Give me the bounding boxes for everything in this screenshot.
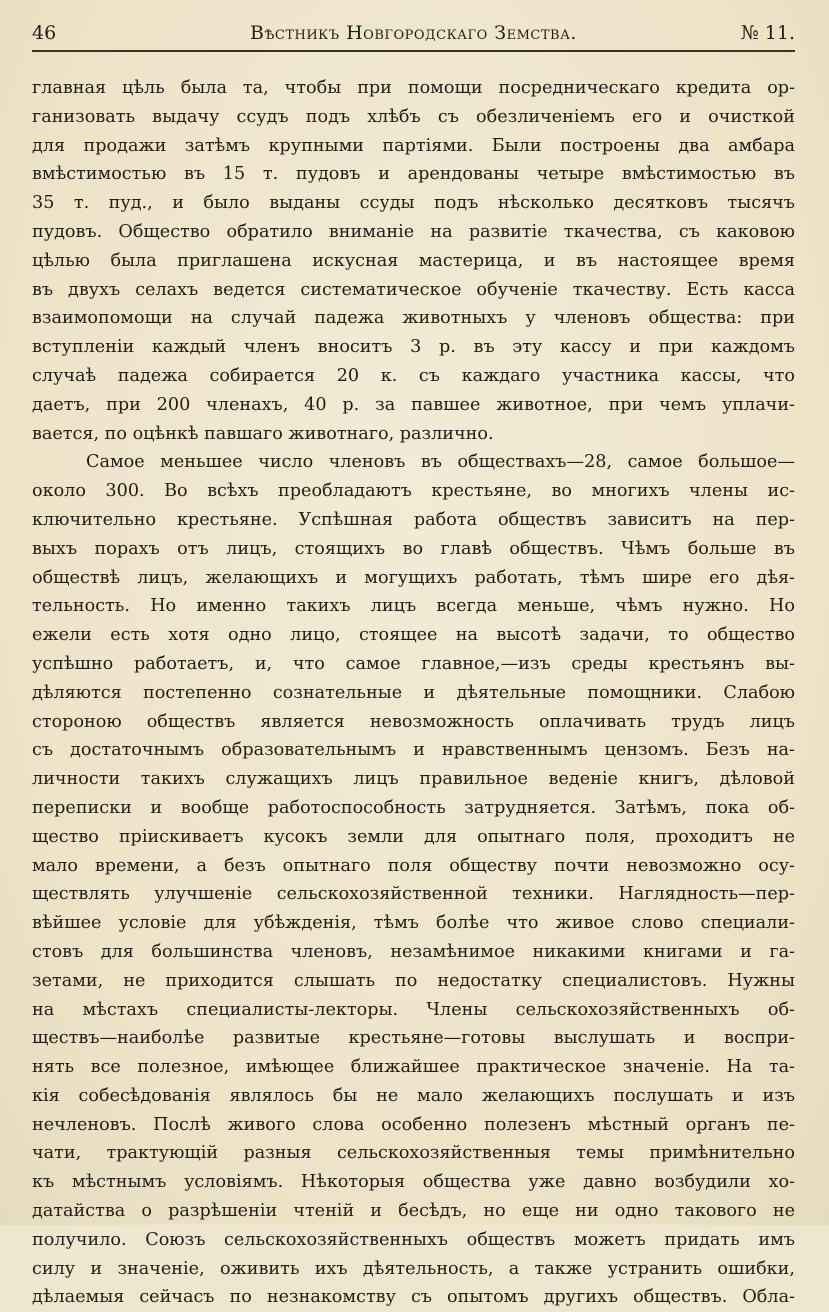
text-line: дѣлаемыя сейчасъ по незнакомству съ опытомъ другихъ обществъ. Обла- xyxy=(32,1287,795,1308)
text-line: силу и значеніе, оживить ихъ дѣятельность, а также устранить ошибки, xyxy=(32,1258,795,1279)
issue-number: № 11. xyxy=(740,22,795,44)
text-line: съ достаточнымъ образовательнымъ и нравственнымъ цензомъ. Безъ на- xyxy=(32,740,795,761)
text-line: чати, трактующій разныя сельскохозяйственныя темы примѣнительно xyxy=(32,1143,795,1164)
text-line: кія собесѣдованія являлось бы не мало желающихъ послушать и изъ xyxy=(32,1085,795,1106)
text-line: цѣлью была приглашена искусная мастерица, и въ настоящее время xyxy=(32,250,795,271)
text-line: зетами, не приходится слышать по недостатку специалистовъ. Нужны xyxy=(32,970,795,991)
text-line: для продажи затѣмъ крупными партіями. Были построены два амбара xyxy=(32,135,795,156)
text-line: стороною обществъ является невозможность оплачивать трудъ лицъ xyxy=(32,711,795,732)
text-line: около 300. Во всѣхъ преобладаютъ крестьяне, во многихъ члены ис- xyxy=(32,481,795,502)
text-line: вѣйшее условіе для убѣжденія, тѣмъ болѣе что живое слово специали- xyxy=(32,913,795,934)
text-line: успѣшно работаетъ, и, что самое главное,—изъ среды крестьянъ вы- xyxy=(32,653,795,674)
text-line: мало времени, а безъ опытнаго поля обществу почти невозможно осу- xyxy=(32,855,795,876)
paragraph-start-line: Самое меньшее число членовъ въ обществахъ—28, самое большое— xyxy=(86,452,795,473)
text-line: стовъ для большинства членовъ, незамѣнимое никакими книгами и га- xyxy=(32,941,795,962)
journal-title: Вѣстникъ Новгородскаго Земства. xyxy=(250,22,577,44)
text-line: къ мѣстнымъ условіямъ. Нѣкоторыя общества уже давно возбудили хо- xyxy=(32,1172,795,1193)
text-line: дѣляются постепенно сознательные и дѣятельные помощники. Слабою xyxy=(32,682,795,703)
page-number: 46 xyxy=(32,22,57,44)
text-line: на мѣстахъ специалисты-лекторы. Члены сельскохозяйственныхъ об- xyxy=(32,999,795,1020)
text-line: обществѣ лицъ, желающихъ и могущихъ работать, тѣмъ шире его дѣя- xyxy=(32,567,795,588)
text-line: даетъ, при 200 членахъ, 40 р. за павшее животное, при чемъ уплачи- xyxy=(32,394,795,415)
text-line: щество пріискиваетъ кусокъ земли для опытнаго поля, проходитъ не xyxy=(32,826,795,847)
text-line: получило. Союзъ сельскохозяйственныхъ обществъ можетъ придать имъ xyxy=(32,1229,795,1250)
header-divider xyxy=(32,50,795,52)
text-line: ежели есть хотя одно лицо, стоящее на высотѣ задачи, то общество xyxy=(32,625,795,646)
text-line: ществъ—наиболѣе развитые крестьяне—готовы выслушать и воспри- xyxy=(32,1028,795,1049)
text-line: случаѣ падежа собирается 20 к. съ каждаго участника кассы, что xyxy=(32,365,795,386)
text-line: вступленіи каждый членъ вноситъ 3 р. въ эту кассу и при каждомъ xyxy=(32,337,795,358)
text-line: вмѣстимостью въ 15 т. пудовъ и арендованы четыре вмѣстимостью въ xyxy=(32,164,795,185)
text-line: взаимопомощи на случай падежа животныхъ у членовъ общества: при xyxy=(32,308,795,329)
running-header xyxy=(32,18,795,48)
text-line: ганизовать выдачу ссудъ подъ хлѣбъ съ обезличеніемъ его и очисткой xyxy=(32,106,795,127)
text-line: нечленовъ. Послѣ живого слова особенно полезенъ мѣстный органъ пе- xyxy=(32,1114,795,1135)
text-line: главная цѣль была та, чтобы при помощи посредническаго кредита ор- xyxy=(32,78,795,98)
text-line: личности такихъ служащихъ лицъ правильное веденіе книгъ, дѣловой xyxy=(32,769,795,790)
text-line: въ двухъ селахъ ведется систематическое обученіе ткачеству. Есть касса xyxy=(32,279,795,300)
article-body xyxy=(32,74,795,1312)
text-line: ключительно крестьяне. Успѣшная работа обществъ зависитъ на пер- xyxy=(32,509,795,530)
text-line: 35 т. пуд., и было выданы ссуды подъ нѣсколько десятковъ тысячъ xyxy=(32,193,795,214)
paragraph-end-line: вается, по оцѣнкѣ павшаго животнаго, различно. xyxy=(32,423,494,444)
text-line: ществлять улучшеніе сельскохозяйственной техники. Наглядность—пер- xyxy=(32,884,795,905)
text-line: нять все полезное, имѣющее ближайшее практическое значеніе. На та- xyxy=(32,1057,795,1078)
text-line: пудовъ. Общество обратило вниманіе на развитіе ткачества, съ каковою xyxy=(32,221,795,242)
text-line: тельность. Но именно такихъ лицъ всегда меньше, чѣмъ нужно. Но xyxy=(32,596,795,617)
text-line: выхъ порахъ отъ лицъ, стоящихъ во главѣ обществъ. Чѣмъ больше въ xyxy=(32,538,795,559)
text-line: переписки и вообще работоспособность затрудняется. Затѣмъ, пока об- xyxy=(32,797,795,818)
text-line: датайства о разрѣшеніи чтеній и бесѣдъ, но еще ни одно такового не xyxy=(32,1201,795,1222)
